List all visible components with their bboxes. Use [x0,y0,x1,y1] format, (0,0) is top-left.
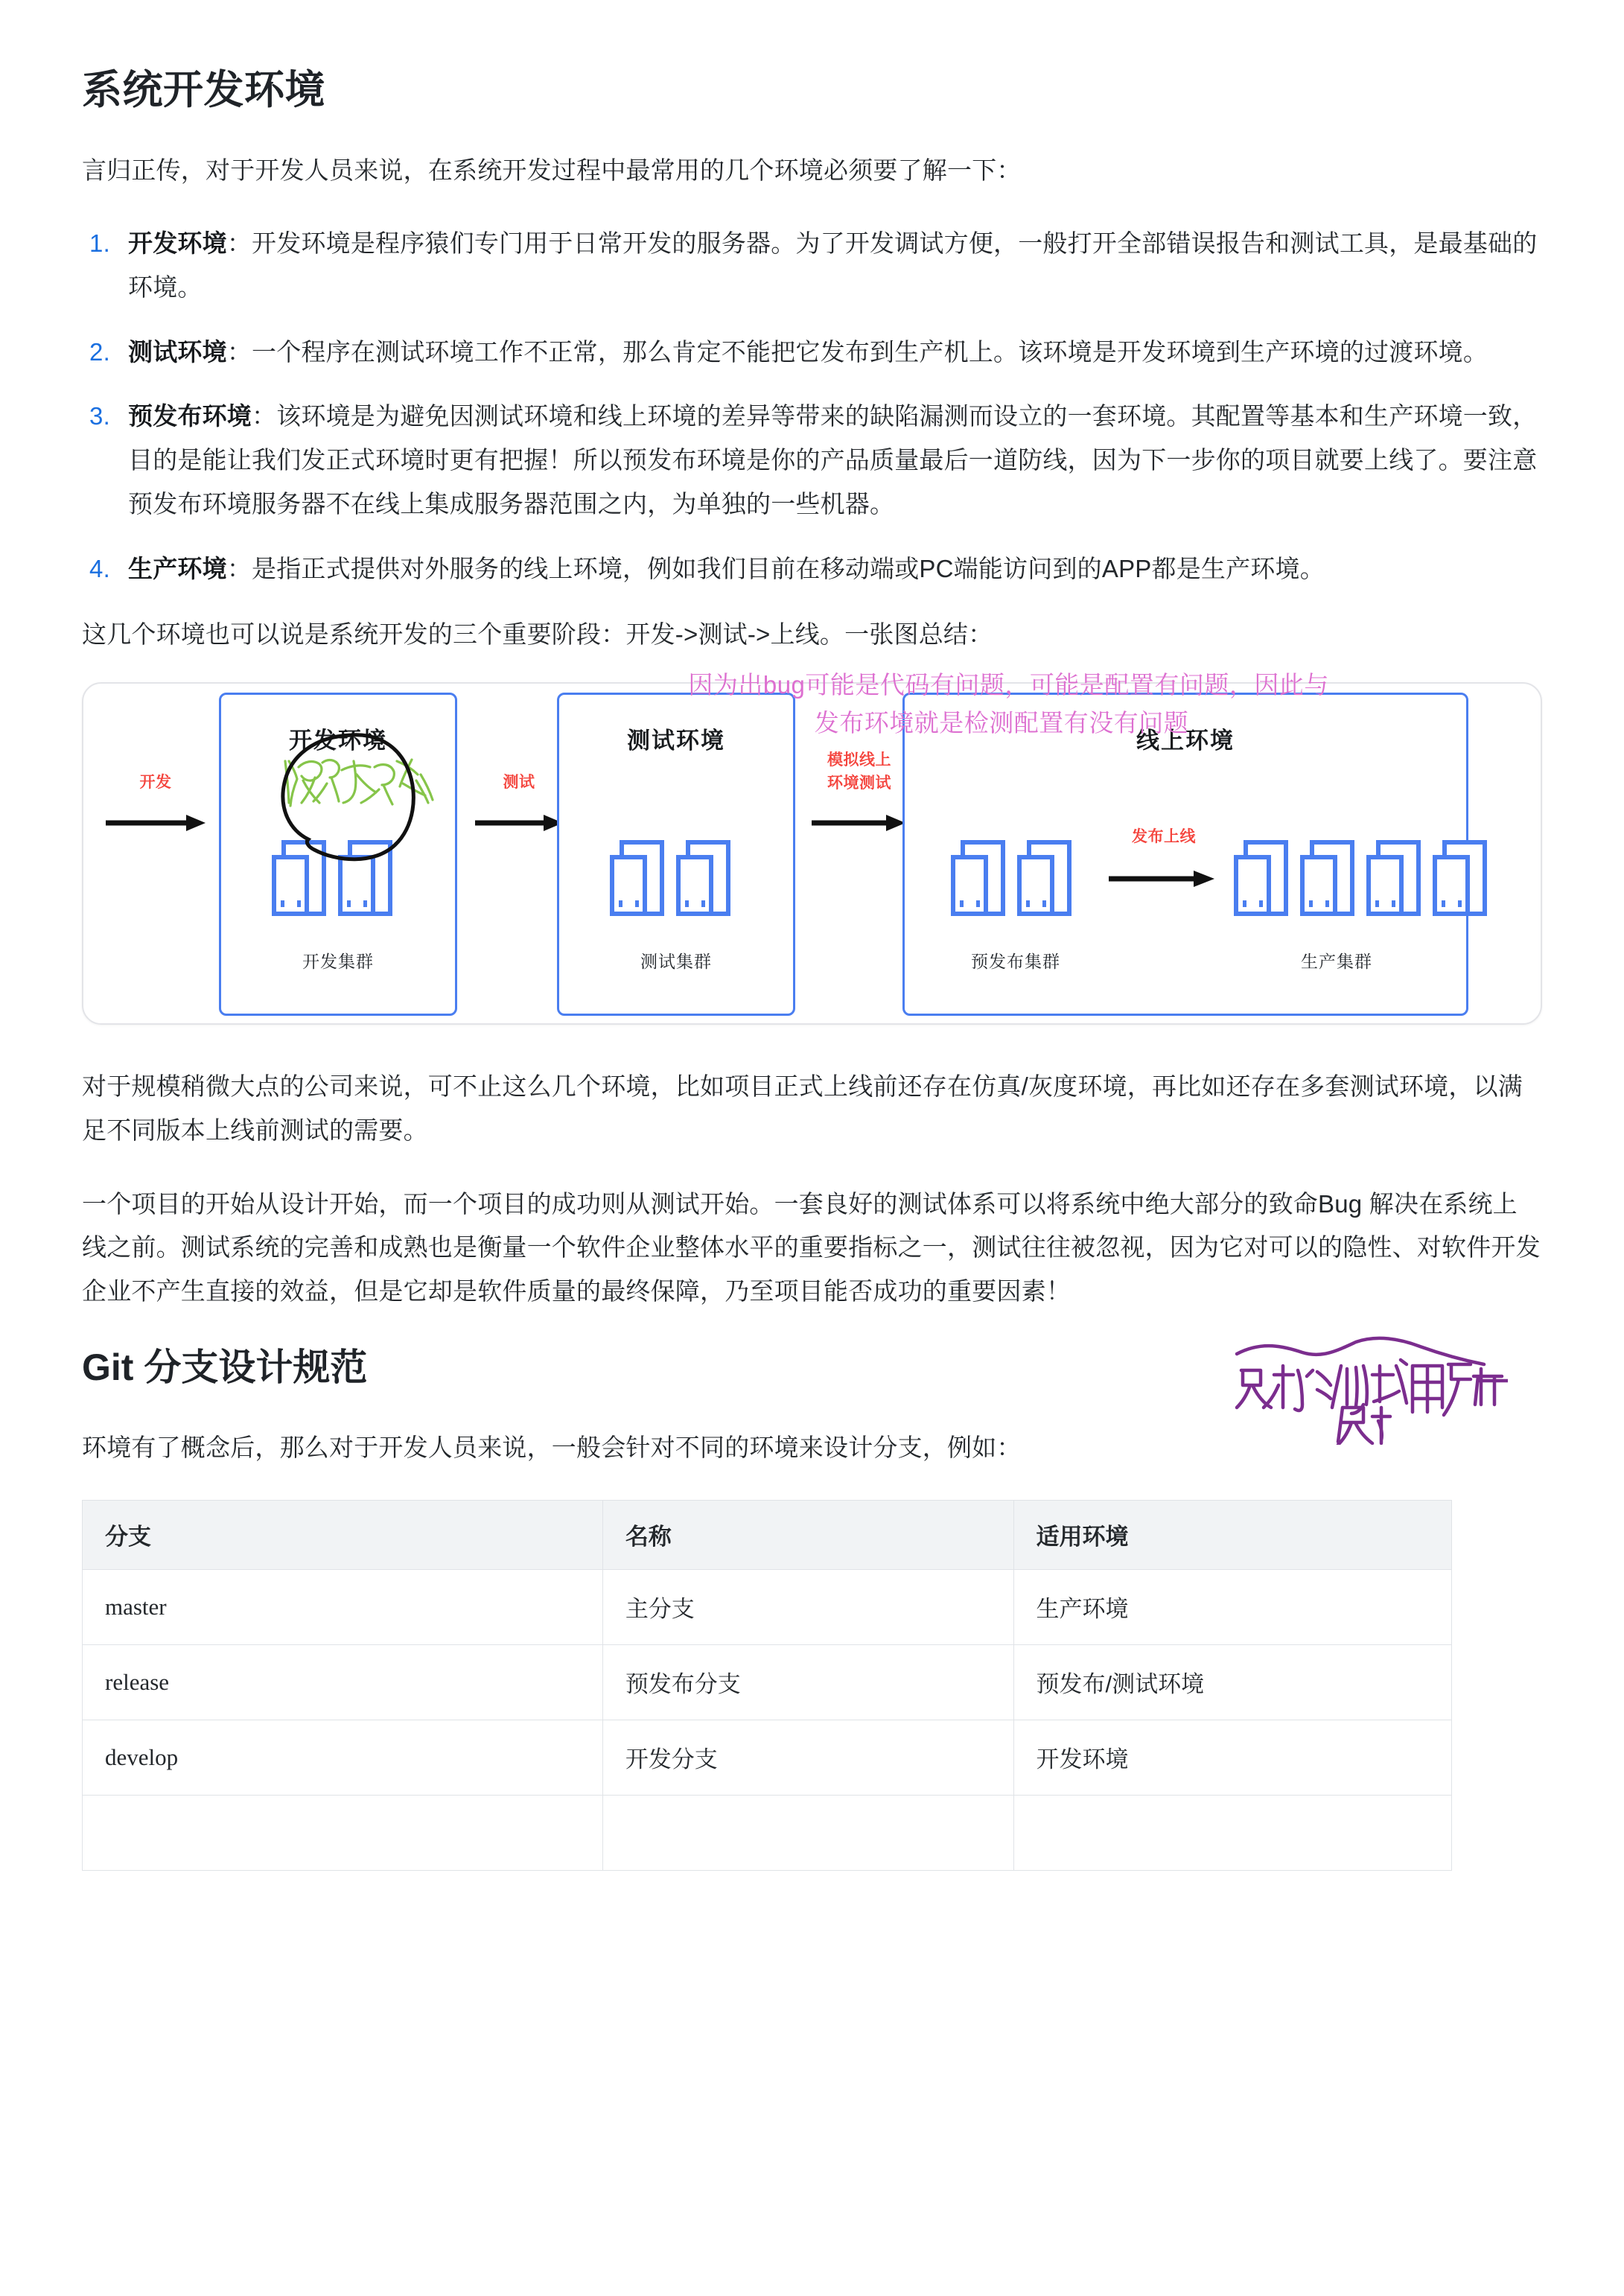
list-item-text: 该环境是为避免因测试环境和线上环境的差异等带来的缺陷漏测而设立的一套环境。其配置等基本和生产环境一致，目的是能让我们发正式环境时更有把握！所以预发布环境是你的产品质量最后一道防线，因为下一步你的项目就要上线了。要注意预发布环境服务器不在线上集成服务器范围之内，为单独的一些机器。 [128,402,1538,518]
list-item [82,547,1542,591]
git-intro-paragraph: 环境有了概念后，那么对于开发人员来说，一般会针对不同的环境来设计分支，例如： [82,1433,1022,1461]
purple-scribble-icon [1225,1333,1508,1445]
table-cell-environment: 开发环境 [1013,1720,1452,1795]
annotation-black-circle [262,726,485,875]
env-box-online-title: 线上环境 [1136,728,1235,754]
env-box-dev-title: 开发环境 [289,728,387,754]
list-item-term: 开发环境 [128,229,227,258]
table-cell-environment: 预发布/测试环境 [1013,1644,1452,1720]
table-cell-name: 预发布分支 [602,1644,1013,1720]
server-icon [1365,838,1423,920]
table-cell-name: 开发分支 [602,1720,1013,1795]
list-item-text: 一个程序在测试环境工作不正常，那么肯定不能把它发布到生产机上。该环境是开发环境到生产环境的过渡环境。 [252,337,1488,366]
table-row [83,1644,1452,1720]
list-item [82,222,1542,309]
summary-paragraph: 这几个环境也可以说是系统开发的三个重要阶段：开发->测试->上线。一张图总结： [82,620,993,649]
git-section-title: Git 分支设计规范 [82,1346,368,1388]
list-item-sep: ： [226,337,252,366]
server-icon [1299,838,1357,920]
server-group-production [1232,838,1489,920]
arrow-label-develop: 开发 [139,774,172,792]
server-icon [949,838,1007,920]
environment-list [82,222,1542,591]
paragraph-after-diagram-2: 一个项目的开始从设计开始，而一个项目的成功则从测试开始。一套良好的测试体系可以将系统中绝大部分的致命Bug 解决在系统上线之前。测试系统的完善和成熟也是衡量一个软件企业整体水平的重要指标之一，测试往往被忽视，因为它对可以的隐性、对软件开发企业不产生直接的效益，但是它却是软件质量的最终保障，乃至项目能否成功的重要因素！ [82,1189,1541,1306]
arrow-label-release: 发布上线 [1132,828,1196,846]
table-cell-branch [83,1795,603,1870]
list-item-sep: ： [226,554,252,582]
list-item-term: 测试环境 [128,337,227,366]
table-header-row [83,1500,1452,1569]
table-row [83,1569,1452,1644]
list-item-sep: ： [226,229,252,258]
table-header-name: 名称 [602,1500,1013,1569]
server-icon [1016,838,1074,920]
table-cell-name [602,1795,1013,1870]
intro-paragraph: 言归正传，对于开发人员来说，在系统开发过程中最常用的几个环境必须要了解一下： [82,156,1022,184]
arrow-label-test: 测试 [503,774,535,792]
server-icon [1232,838,1290,920]
cluster-label-test: 测试集群 [640,952,712,972]
arrow-label-simulate [812,749,907,795]
env-box-test [557,693,795,1016]
table-header-branch: 分支 [83,1500,603,1569]
paragraph-after-diagram-1: 对于规模稍微大点的公司来说，可不止这么几个环境，比如项目正式上线前还存在仿真/灰度环境，再比如还存在多套测试环境，以满足不同版本上线前测试的需要。 [82,1072,1523,1144]
arrow-label-simulate-line2: 环境测试 [827,774,891,792]
list-item [82,331,1542,375]
list-item-term: 生产环境 [128,554,227,582]
arrow-4-icon [1107,868,1217,890]
table-row [83,1720,1452,1795]
annotation-pink-line1: 因为出bug可能是代码有问题，可能是配置有问题，因此与 [688,671,1329,699]
table-cell-environment: 生产环境 [1013,1569,1452,1644]
table-cell-environment [1013,1795,1452,1870]
branch-table [82,1500,1452,1871]
server-icon [675,838,733,920]
arrow-label-simulate-line1: 模拟线上 [827,751,891,769]
cluster-label-dev: 开发集群 [302,952,374,972]
table-row [83,1795,1452,1870]
cluster-label-prerelease: 预发布集群 [971,952,1060,972]
cluster-label-production: 生产集群 [1301,952,1372,972]
server-icon [1431,838,1489,920]
server-group-prerelease [949,838,1074,920]
list-item-text: 开发环境是程序猿们专门用于日常开发的服务器。为了开发调试方便，一般打开全部错误报告和测试工具，是最基础的环境。 [128,229,1538,301]
list-item [82,395,1542,526]
list-item-text: 是指正式提供对外服务的线上环境，例如我们目前在移动端或PC端能访问到的APP都是生产环境。 [252,554,1325,582]
table-cell-branch: develop [83,1720,603,1795]
arrow-3-icon [810,812,908,834]
table-cell-branch: master [83,1569,603,1644]
table-cell-branch: release [83,1644,603,1720]
env-box-test-title: 测试环境 [627,728,725,754]
list-item-sep: ： [252,402,277,430]
table-cell-name: 主分支 [602,1569,1013,1644]
arrow-1-icon [104,812,208,834]
server-icon [608,838,666,920]
arrow-2-icon [474,812,566,834]
table-header-environment: 适用环境 [1013,1500,1452,1569]
list-item-term: 预发布环境 [128,402,252,430]
env-box-online [902,693,1468,1016]
annotation-purple-note [1225,1333,1508,1445]
page-title: 系统开发环境 [82,68,325,112]
circle-annotation-icon [262,726,485,875]
server-group-test [608,838,733,920]
annotation-pink-line2: 发布环境就是检测配置有没有问题 [814,709,1189,737]
